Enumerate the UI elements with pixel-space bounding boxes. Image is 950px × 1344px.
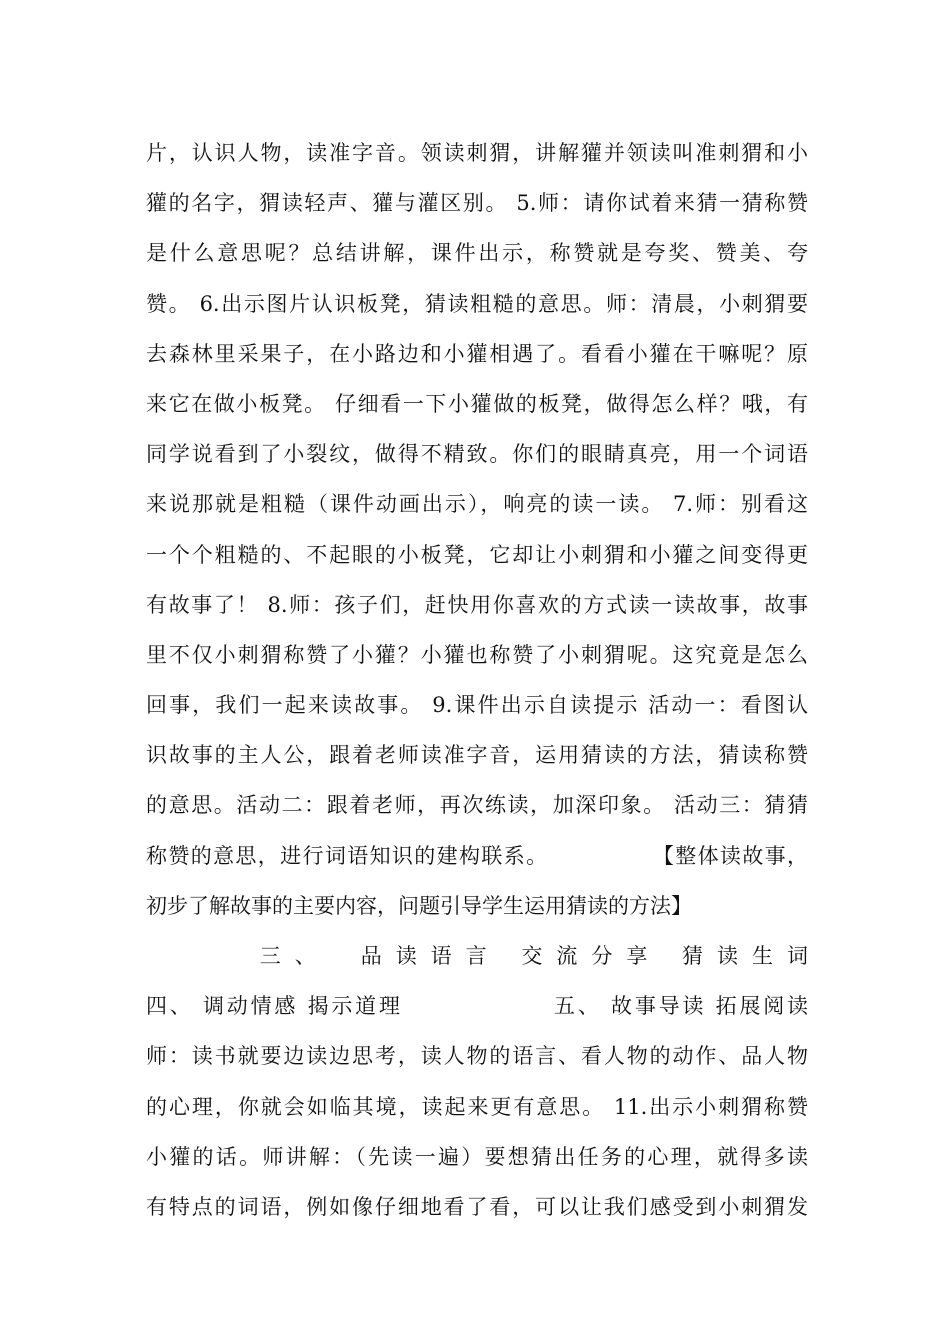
text-line: 去森林里采果子，在小路边和小獾相遇了。看看小獾在干嘛呢？原	[146, 341, 808, 366]
text-line: 初步了解故事的主要内容，问题引导学生运用猜读的方法】	[146, 893, 692, 918]
text-line: 师：读书就要边读边思考，读人物的语言、看人物的动作、品人物	[146, 1044, 808, 1069]
text-line: 片，认识人物，读准字音。领读刺猬，讲解獾并领读叫准刺猬和小	[146, 141, 808, 165]
text-line: 来说那就是粗糙（课件动画出示），响亮的读一读。 7.师：别看这	[146, 492, 808, 517]
text-line: 赞。 6.出示图片认识板凳，猜读粗糙的意思。师：清晨，小刺猬要	[146, 291, 808, 316]
text-line: 一个个粗糙的、不起眼的小板凳，它却让小刺猬和小獾之间变得更	[146, 542, 808, 567]
text-line: 的心理，你就会如临其境，读起来更有意思。 11.出示小刺猬称赞	[146, 1094, 808, 1119]
text-line: 里不仅小刺猬称赞了小獾？小獾也称赞了小刺猬呢。这究竟是怎么	[146, 642, 808, 667]
text-line: 同学说看到了小裂纹，做得不精致。你们的眼睛真亮，用一个词语	[146, 442, 808, 467]
section-heading-line: 四、 调动情感 揭示道理 五、 故事导读 拓展阅读	[146, 994, 808, 1019]
text-line: 小獾的话。师讲解：（先读一遍）要想猜出任务的心理，就得多读	[146, 1144, 808, 1169]
text-line: 回事，我们一起来读故事。 9.课件出示自读提示 活动一：看图认	[146, 693, 808, 718]
text-line: 有特点的词语，例如像仔细地看了看，可以让我们感受到小刺猬发	[146, 1194, 808, 1219]
document-body	[146, 128, 808, 1232]
text-line: 是什么意思呢？总结讲解，课件出示，称赞就是夸奖、赞美、夸	[146, 241, 808, 266]
text-line: 来它在做小板凳。 仔细看一下小獾做的板凳，做得怎么样？哦，有	[146, 391, 808, 416]
text-line: 识故事的主人公，跟着老师读准字音，运用猜读的方法，猜读称赞	[146, 743, 808, 768]
text-line: 獾的名字，猬读轻声、獾与灌区别。 5.师：请你试着来猜一猜称赞	[146, 191, 808, 216]
text-line: 有故事了！ 8.师：孩子们，赶快用你喜欢的方式读一读故事，故事	[146, 592, 808, 617]
text-line: 的意思。活动二：跟着老师，再次练读，加深印象。 活动三：猜猜	[146, 793, 808, 818]
section-heading-line: 三 、 品 读 语 言 交 流 分 享 猜 读 生 词	[146, 944, 808, 968]
text-line: 称赞的意思，进行词语知识的建构联系。 【整体读故事，	[146, 843, 808, 868]
